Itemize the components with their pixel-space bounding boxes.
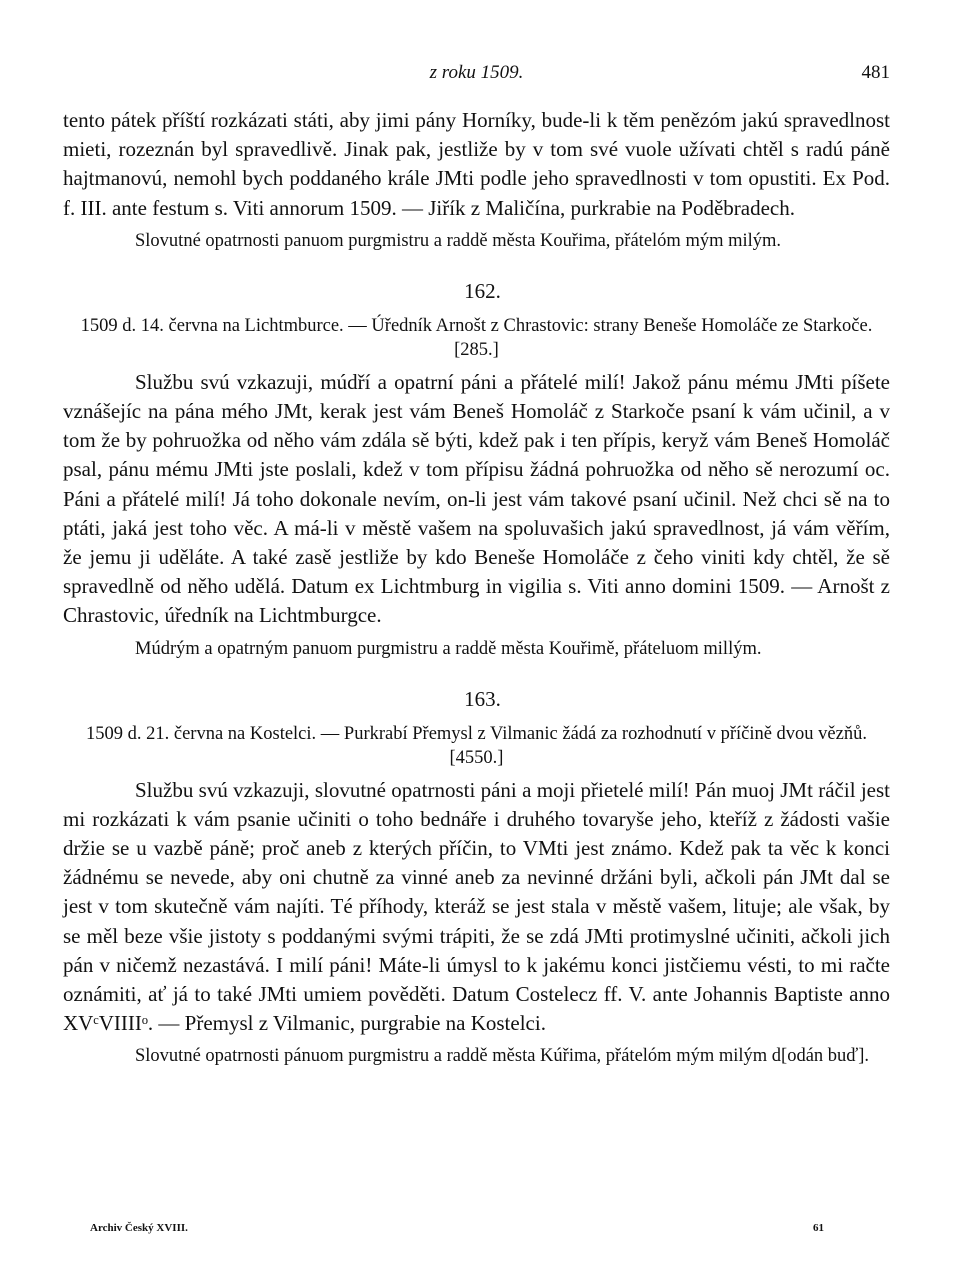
footer-series-title: Archiv Český XVIII. (90, 1222, 188, 1234)
footer-signature-number: 61 (813, 1222, 824, 1234)
page-number: 481 (861, 62, 890, 83)
document-address: Múdrým a opatrným panuom purgmistru a raddě města Kouřimě, přáteluom millým. (135, 638, 762, 659)
document-number: 162. (464, 278, 501, 303)
running-title: z roku 1509. (429, 62, 524, 83)
page-footer (90, 1222, 824, 1234)
continuation-address: Slovutné opatrnosti panuom purgmistru a raddě města Kouřima, přátelóm mým milým. (135, 230, 782, 251)
document-text: Službu svú vzkazuji, múdří a opatrní páni a přátelé milí! Jakož pánu mému JMti píšete vznášejíc na pána mého JMt, kerak jest vám Beneš Homoláč z Starkoče psaní k vám učinil, a v tom že by pohruožka od něho vám zdála sě býti, kdež pak i ten přípis, keryž vám Beneš Homoláč psal, pánu mému JMti jste poslali, kdež v tom přípisu žádná pohruožka od něho sě nerozumí oc. Páni a přátelé milí! Já toho dokonale nevím, on-li jest vám takové psaní učinil. Než chci sě na to ptáti, jaká jest toho věc. A má-li v městě vašem na spoluvašich jakú spravedlnost, já vám věřím, že jemu ji uděláte. A také zasě jestliže by kdo Beneše Homoláče z čeho viniti kdy chtěl, že sě spravedlně od něho udělá. Datum ex Lichtmburg in vigilia s. Viti anno domini 1509. — Arnošt z Chrastovic, úředník na Lichtmburgce. (63, 369, 890, 628)
document-regest: 1509 d. 14. června na Lichtmburce. — Úředník Arnošt z Chrastovic: strany Beneše Homoláče ze Starkoče. [285.] (80, 315, 873, 360)
running-head (63, 58, 890, 92)
document-text: Službu svú vzkazuji, slovutné opatrnosti páni a moji přietelé milí! Pán muoj JMt ráčil jest mi rozkázati k vám psanie učiniti o toho bednáře i druhého tovaryše jeho, kteříž z žádosti vašie držie se u vazbě páně; proč aneb z kterých příčin, to VMti jest známo. Kdež pak ta věc k konci žádnému se nevede, aby oni chutně za vinné aneb za nevinné držáni byli, ačkoli pán JMt dal se jest v tom skutečně vám najíti. Té příhody, kteráž se jest stala v městě vašem, lituje; ale však, by se měl beze všie jistoty s poddanými svými trápiti, že se zdá JMti protimyslné učiniti, ačkoli jich pán v ničemž nezastává. I milí páni! Máte-li úmysl to k jakému konci jistčiemu vésti, to mi račte oznámiti, ať já to také JMti umiem pověděti. Datum Costelecz ff. V. ante Johannis Baptiste anno XVᶜVIIIIᵒ. — Přemysl z Vilmanic, purgrabie na Kostelci. (63, 777, 890, 1036)
document-address: Slovutné opatrnosti pánuom purgmistru a raddě města Kúřima, přátelóm mým milým d[odán buď]. (135, 1046, 870, 1067)
document-162 (63, 279, 890, 663)
document-163 (63, 687, 890, 1071)
document-regest: 1509 d. 21. června na Kostelci. — Purkrabí Přemysl z Vilmanic žádá za rozhodnutí v příčině dvou vězňů. [4550.] (86, 723, 867, 768)
document-number: 163. (464, 686, 501, 711)
continuation-text: tento pátek příští rozkázati státi, aby jimi pány Horníky, bude-li k těm penězóm jakú spravedlnost mieti, rozeznán byl spravedlivě. Jinak pak, jestliže by v tom své vuole užívati chtěl s radú páně hajtmanovú, nemohl bych poddaného krále JMti podle jeho spravedlnosti v tom opustiti. Ex Pod. f. III. ante festum s. Viti annorum 1509. — Jiřík z Maličína, purkrabie na Poděbradech. (63, 108, 890, 220)
